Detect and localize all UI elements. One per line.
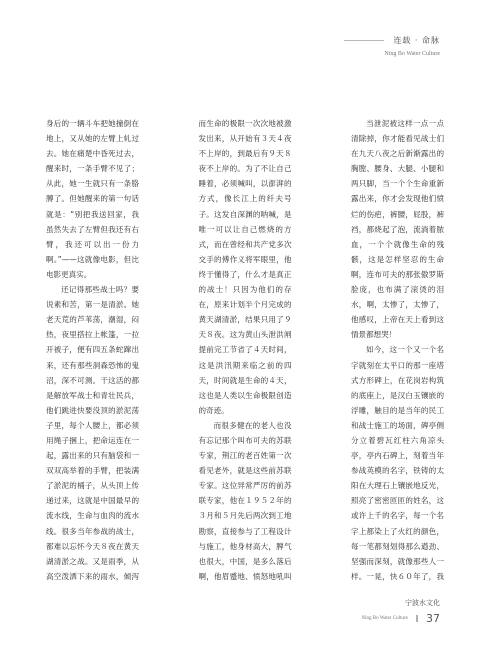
text-column-1 (46, 116, 139, 586)
paragraph: 而很多健在的老人也没有忘记那个叫布可夫的苏联专家，荆江的老百姓第一次看见老外，就是这些前苏联专家。这位异常严厉的前苏联专家，他在１９５２年的３月和５月先后两次到工地勘察，直接参与了工程设计与施工，他身材高大，脾气也很大，中国，是多么落后啊，他眉蹙地、愤怒地吼叫 (198, 420, 292, 581)
paragraph: 如今，这一个又一个名字就刻在太平口的那一座塔式方形碑上，在花岗岩构筑的底座上，是汉白玉镶嵌的浮雕，触目的是当年的民工和战士施工的场面，碑亭侧分立着碧瓦红柱六角凉头亭，亭内石碑上，刻着当年参战英模的名字，铁铸的太阳在大理石上镶嵌地反光，照亮了密密匝匝的姓名，这或许上千的名字，每一个名字上都染上了火红的颜色，每一笔都刻划得那么遒劲、坚强而深刻，就像那些人一样。一晃，快６０年了，我 (351, 345, 444, 581)
paragraph: 还记得那些战士吗？要说素和苦，第一是清淤。她老天荒的芦苇荡，潮湿，闷热，夜里搭拉上帐篷，一拉开被子，便有四五条蛇蹿出来，还有那些洞森恐怖的鬼沼，深不可测。干这活的都是解放军战士和青壮民兵，他们跳进快要没顶的淤泥荡子里，每个人腰上，都必须用绳子捆上，把命运连在一起，露出来的只有脑袋和一双双高举着的手臂，把装满了淤泥的桶子，从头顶上传递过来，这就是中国最早的流水线，生命与血肉的流水线。很多当年参战的战士，都难以忘怀今天８夜在黄天湖清淤之战。又是雨季，从高空泼洒下来的雨水，倾泻 (46, 285, 139, 581)
page-number: 37 (426, 612, 440, 625)
magazine-name: 宁波水文化 (405, 599, 440, 607)
page-footer (362, 598, 441, 627)
text-column-2 (199, 116, 292, 586)
paragraph: 当泄泥被这样一点一点清除掉，你才能看见战士们在九天八夜之后新渐露出的胸膛、腰身、大腿、小腿和两只脚，当一个个生命重新露出来，你才会发现他们愤烂的伤疤，裤腰，屁股，裤裆，都烧起了泡，流淌着脓血，一个个就像生命的残骸，这是怎样坚忍的生命啊，连布可夫的那张傲罗斯脸庞，也布满了滚烫的泪水，啊，太惨了，太惨了，他感叹，上帝在天上看到这情景都想哭！ (351, 119, 444, 340)
magazine-subtitle: Ning Bo Water Culture (361, 616, 408, 621)
article-body (46, 116, 444, 586)
footer-divider (416, 615, 418, 622)
page-header (344, 30, 440, 57)
column-subtitle: Ning Bo Water Culture (384, 51, 440, 57)
column-title: 连载 · 命脉 (393, 36, 440, 45)
header-rule (344, 40, 384, 41)
paragraph: 身后的一辆斗车把她撞倒在地上，又从她的左臂上轧过去。她在痛楚中昏死过去，醒来时，一条手臂不见了；从此，她一生就只有一条胳膊了。但她醒来的第一句话就是：“别把我送回家，我虽然失去了左臂但我还有右臂，我还可以出一份力啊。”——这就像电影，但比电影更真实。 (46, 119, 139, 279)
paragraph: 而生命的极限一次次地被激发出来，从开始有３天４夜不上岸的，到最后有９天８夜不上岸的。为了不让自己睡着，必须喊叫，以澎湃的方式，像长江上的纤夫号子。这发自深渊的呐喊，是唯一可以让自己燃烧的方式，而在曾经和共产党多次交手的傅作义将军眼里，他终于懂得了，什么才是真正的战士！只因为他们的存在，原来计划半个月完成的黄天湖清淤，结果只用了９天８夜。这为黄山头泄洪闸提前完工节省了４天时间，这是洪汛期来临之前的四天，时间就是生命的４天，这也是人类以生命极限创造的奇迹。 (198, 119, 292, 415)
text-column-3 (351, 116, 444, 586)
